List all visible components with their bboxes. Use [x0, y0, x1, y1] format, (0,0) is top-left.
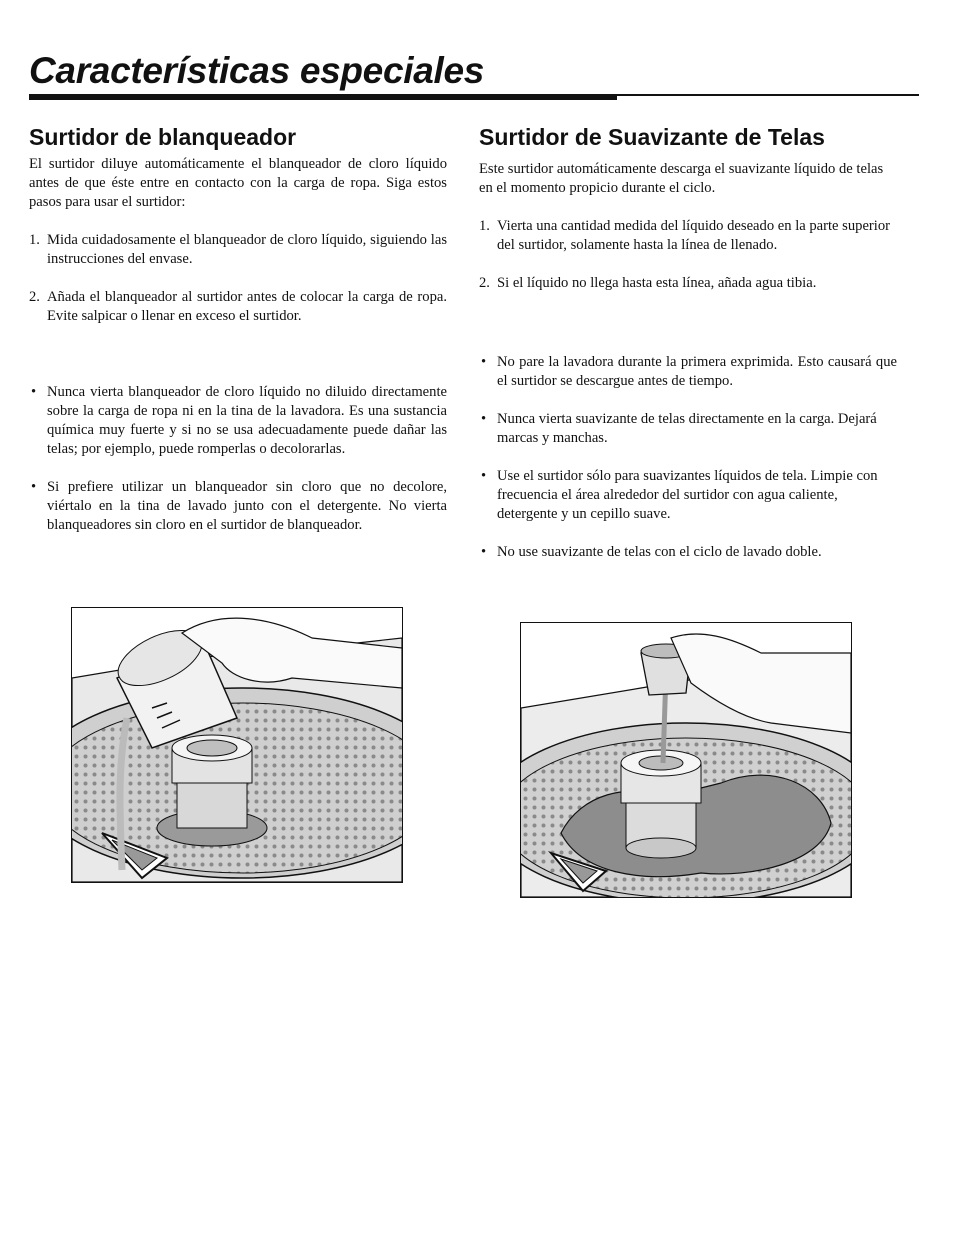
softener-warning: [479, 410, 897, 448]
step-text: Vierta una cantidad medida del líquido deseado en la parte superior del surtidor, solamente hasta la línea de llenado.: [497, 218, 891, 253]
bullet-symbol: •: [31, 384, 37, 400]
bullet-symbol: •: [481, 354, 487, 370]
bleach-steps: [29, 231, 447, 326]
bleach-step: [29, 288, 447, 326]
bullet-symbol: •: [481, 544, 487, 560]
warning-text: Nunca vierta blanqueador de cloro líquido no diluido directamente sobre la carga de ropa ni en la tina de la lavadora. Es una sustancia química muy fuerte y si no se usa adecuadamente puede dañar las telas; por ejemplo, puede romperlas o decolorarlas.: [47, 384, 447, 457]
step-number: 2.: [29, 289, 40, 305]
bleach-heading: Surtidor de blanqueador: [29, 124, 297, 150]
warning-text: Use el surtidor sólo para suavizantes líquidos de tela. Limpie con frecuencia el área alrededor del surtidor con agua caliente, detergente y un cepillo suave.: [497, 468, 878, 522]
softener-warning: [479, 543, 897, 562]
softener-warning: [479, 353, 897, 391]
bleach-warning: [29, 478, 447, 535]
step-number: 2.: [479, 275, 490, 291]
bullet-symbol: •: [481, 411, 487, 427]
bleach-dispenser-illustration: [71, 607, 403, 883]
softener-intro: Este surtidor automáticamente descarga el suavizante líquido de telas en el momento propicio durante el ciclo.: [479, 161, 884, 196]
softener-dispenser-section: [479, 122, 897, 562]
step-number: 1.: [29, 232, 40, 248]
bleach-dispenser-section: [29, 122, 447, 535]
step-text: Si el líquido no llega hasta esta línea, añada agua tibia.: [497, 275, 817, 291]
step-text: Mida cuidadosamente el blanqueador de cloro líquido, siguiendo las instrucciones del envase.: [47, 232, 447, 267]
warning-text: Si prefiere utilizar un blanqueador sin cloro que no decolore, viértalo en la tina de lavado junto con el detergente. No vierta blanqueadores sin cloro en el surtidor de blanqueador.: [47, 479, 447, 533]
bleach-step: [29, 231, 447, 269]
softener-dispenser-illustration: [520, 622, 852, 898]
warning-text: Nunca vierta suavizante de telas directamente en la carga. Dejará marcas y manchas.: [497, 411, 877, 446]
softener-heading: Surtidor de Suavizante de Telas: [479, 124, 825, 150]
title-rule-thin: [617, 94, 919, 96]
bullet-symbol: •: [31, 479, 37, 495]
bullet-symbol: •: [481, 468, 487, 484]
softener-step: [479, 274, 897, 293]
bleach-warning: [29, 383, 447, 459]
title-rule-thick: [29, 94, 617, 100]
bleach-warnings: [29, 383, 447, 535]
softener-steps: [479, 217, 897, 293]
softener-warning: [479, 467, 897, 524]
page-title: Características especiales: [29, 50, 485, 91]
warning-text: No use suavizante de telas con el ciclo de lavado doble.: [497, 544, 822, 560]
step-number: 1.: [479, 218, 490, 234]
step-text: Añada el blanqueador al surtidor antes de colocar la carga de ropa. Evite salpicar o llenar en exceso el surtidor.: [47, 289, 447, 324]
softener-step: [479, 217, 897, 255]
softener-warnings: [479, 353, 897, 562]
bleach-intro: El surtidor diluye automáticamente el blanqueador de cloro líquido antes de que éste entre en contacto con la carga de ropa. Siga estos pasos para usar el surtidor:: [29, 156, 447, 210]
warning-text: No pare la lavadora durante la primera exprimida. Esto causará que el surtidor se descargue antes de tiempo.: [497, 354, 897, 389]
